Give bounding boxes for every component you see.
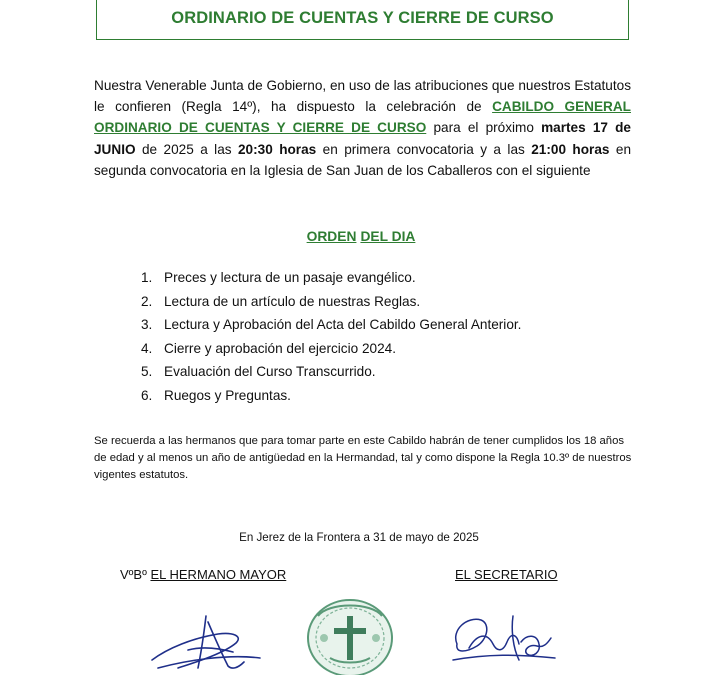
secretario-signature: [447, 604, 559, 675]
agenda-item-text: Lectura y Aprobación del Acta del Cabildo General Anterior.: [164, 317, 522, 332]
place-and-date: En Jerez de la Frontera a 31 de mayo de 2025: [239, 531, 479, 544]
agenda-list: [141, 266, 521, 407]
hermano-mayor-caption: [120, 567, 286, 582]
document-title: ORDINARIO DE CUENTAS Y CIERRE DE CURSO: [171, 9, 554, 27]
intro-text-4: en primera convocatoria y a las: [316, 141, 532, 157]
intro-text-2: para el próximo: [426, 120, 542, 136]
agenda-item-text: Preces y lectura de un pasaje evangélico.: [164, 270, 416, 285]
title-box: [96, 0, 629, 40]
second-call-time: 21:00 horas: [531, 141, 610, 157]
intro-text-1: Nuestra Venerable Junta de Gobierno, en uso de las atribuciones que nuestros Estatutos le confieren (Regla 14º), ha dispuesto la celebración de: [94, 78, 631, 115]
intro-text-5: en segunda convocatoria en la Iglesia de San Juan de los Caballeros con el siguiente: [94, 141, 632, 178]
agenda-item-number: 2.: [141, 293, 153, 309]
agenda-item: [141, 360, 521, 384]
cabildo-highlight: CABILDO GENERAL ORDINARIO DE CUENTAS Y CIERRE DE CURSO: [94, 99, 631, 136]
agenda-item-number: 1.: [141, 270, 153, 285]
brotherhood-seal-icon: [304, 592, 396, 675]
hermano-mayor-signature: [148, 608, 268, 675]
intro-text-3: de 2025 a las: [135, 141, 238, 157]
agenda-item-number: 3.: [141, 317, 153, 332]
agenda-item-text: Evaluación del Curso Transcurrido.: [164, 364, 376, 379]
agenda-item: [141, 290, 521, 314]
agenda-item: [141, 313, 521, 337]
agenda-item: [141, 266, 521, 290]
eligibility-note: Se recuerda a las hermanos que para tomar parte en este Cabildo habrán de tener cumplidos los 18 años de edad y al menos un año de antigüedad en la Hermandad, tal y como dispone la Regla 10.3º de nuestros vigentes estatutos.: [94, 435, 632, 482]
first-call-time: 20:30 horas: [238, 141, 317, 157]
agenda-item: [141, 337, 521, 361]
agenda-item-text: Lectura de un artículo de nuestras Reglas.: [164, 293, 421, 309]
vobo-prefix: VºBº: [120, 567, 147, 582]
agenda-item-number: 4.: [141, 340, 153, 356]
meeting-date: martes 17 de JUNIO: [94, 120, 631, 157]
agenda-item-text: Cierre y aprobación del ejercicio 2024.: [164, 340, 396, 356]
agenda-item: [141, 384, 521, 408]
agenda-heading-part-1: ORDEN: [306, 229, 357, 244]
agenda-heading-part-2: DEL DIA: [360, 229, 416, 244]
agenda-item-number: 5.: [141, 364, 153, 379]
hermano-mayor-label: EL HERMANO MAYOR: [150, 567, 287, 582]
agenda-heading: [0, 229, 718, 244]
agenda-item-number: 6.: [141, 387, 153, 403]
agenda-item-text: Ruegos y Preguntas.: [164, 387, 291, 403]
secretario-label: EL SECRETARIO: [455, 567, 558, 582]
intro-paragraph: [94, 75, 631, 181]
